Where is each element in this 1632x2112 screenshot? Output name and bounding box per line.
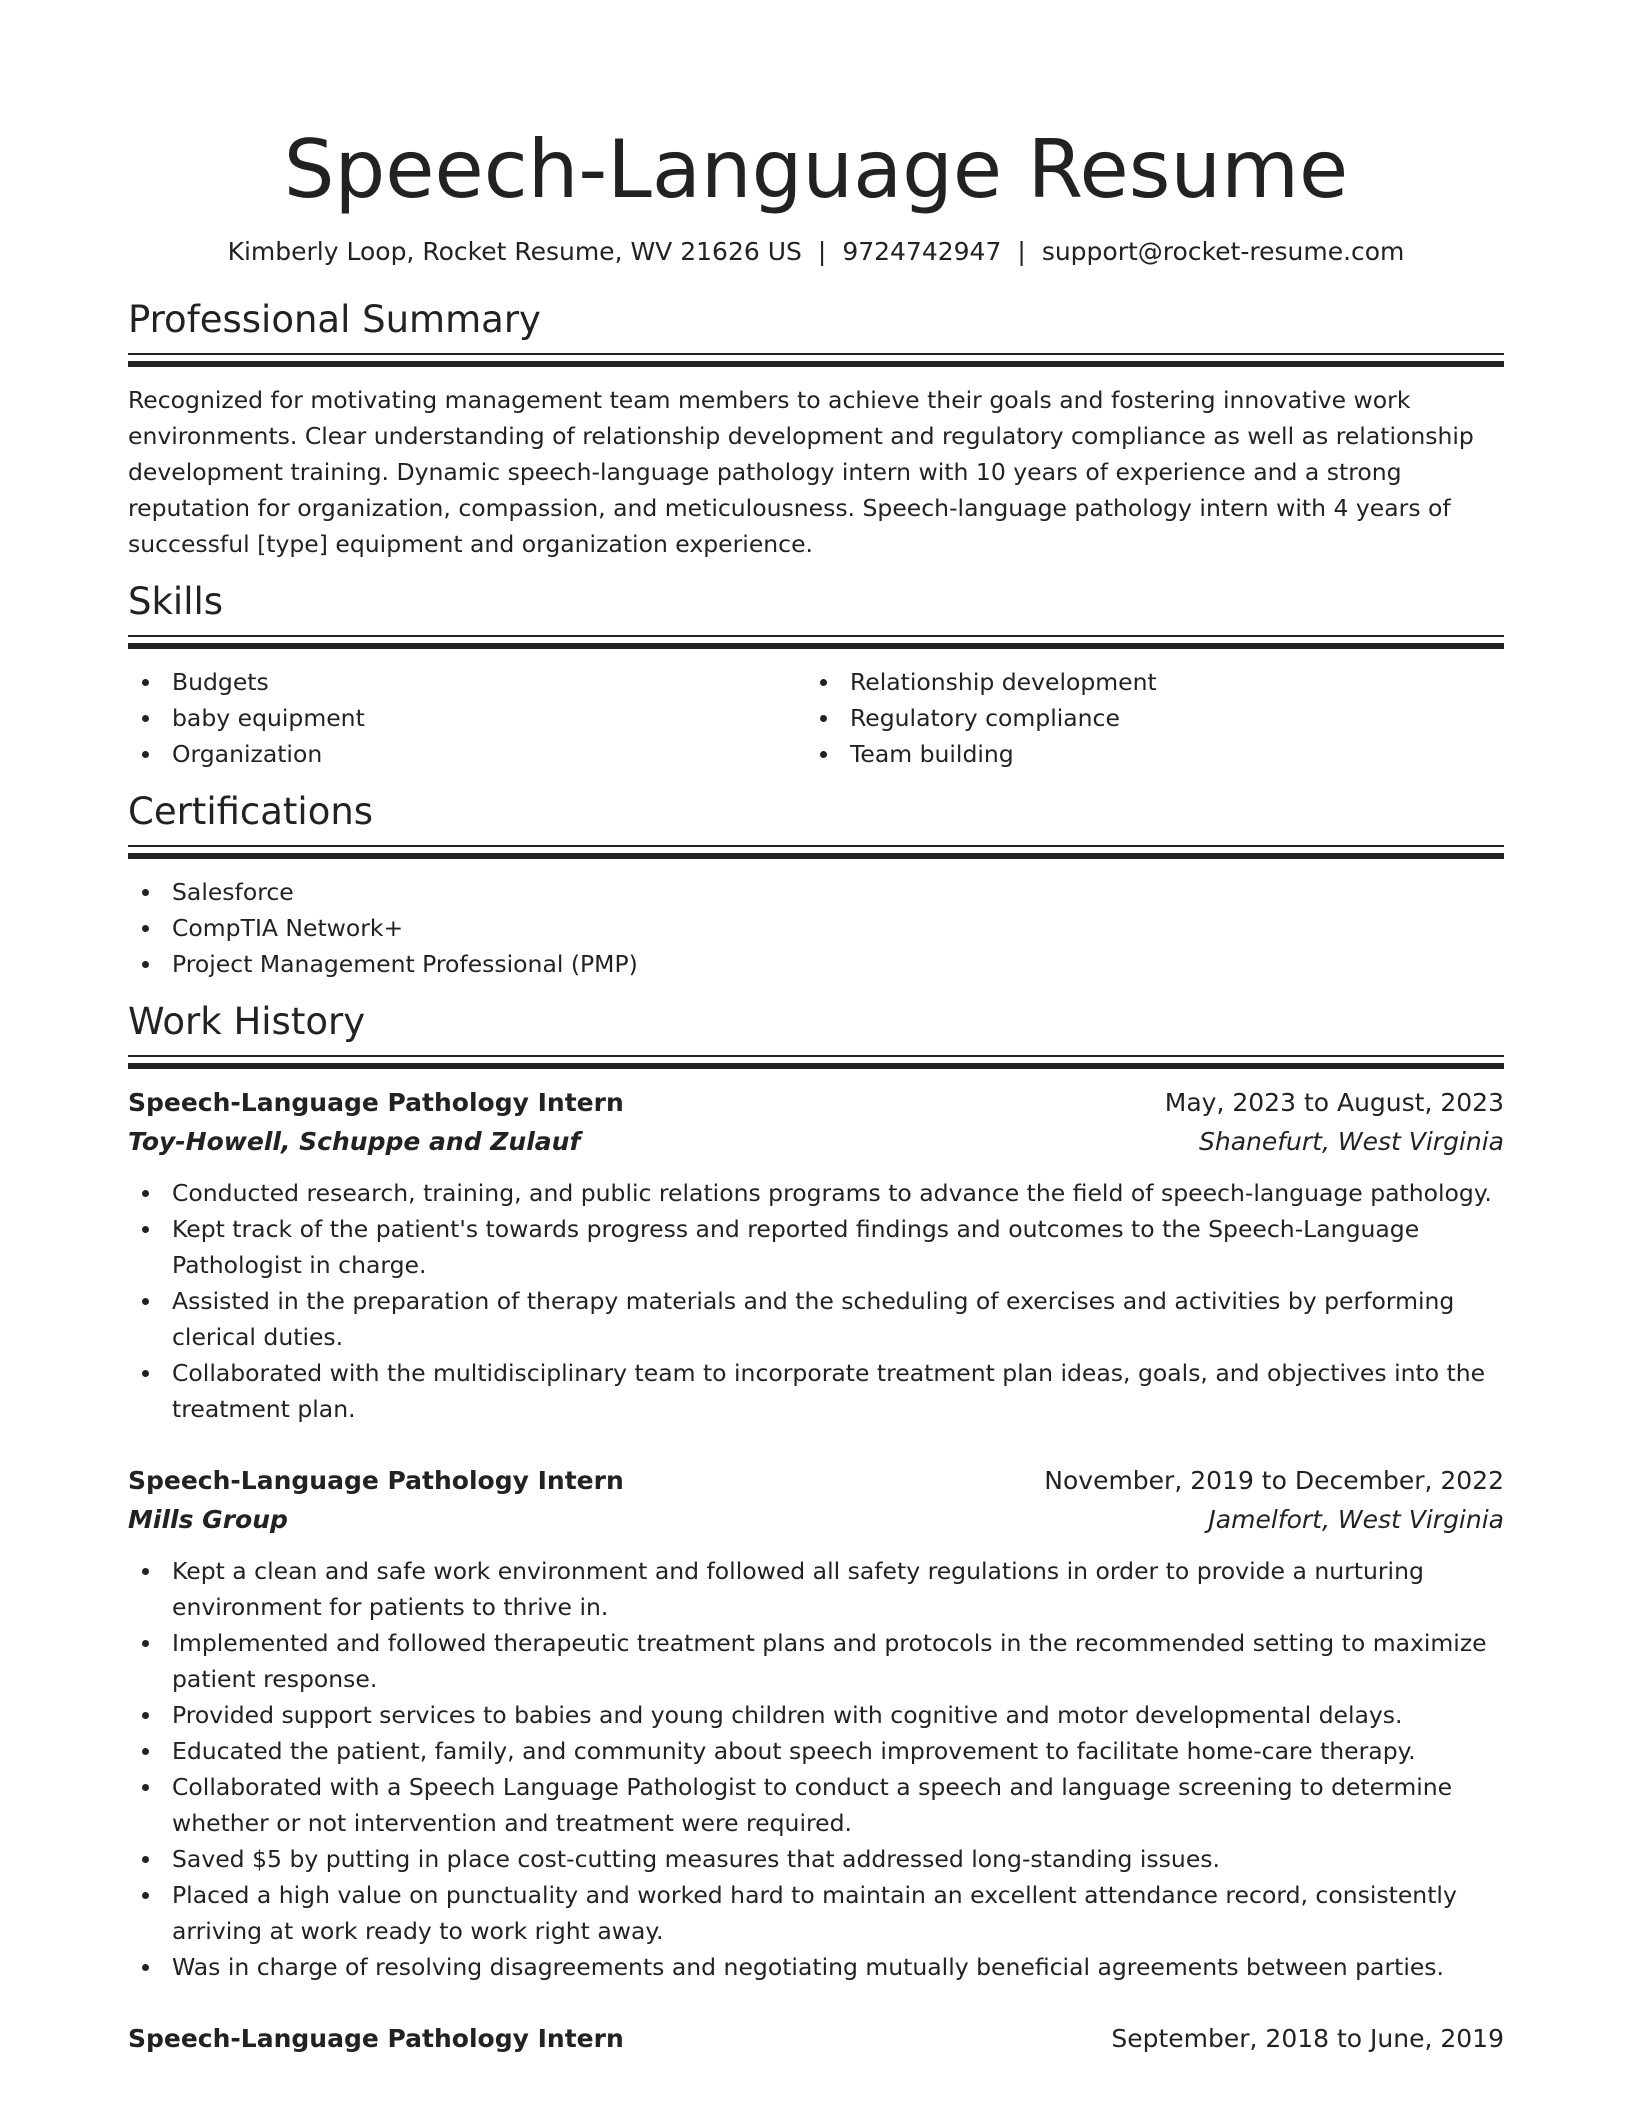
job-bullets [128, 1553, 1504, 1985]
skill-item: Regulatory compliance [806, 700, 1484, 736]
job-bullet: Kept a clean and safe work environment and followed all safety regulations in order to provide a nurturing environment for patients to thrive in. [128, 1553, 1504, 1625]
contact-address: Kimberly Loop, Rocket Resume, WV 21626 US [227, 237, 802, 266]
certification-item: CompTIA Network+ [128, 910, 1504, 946]
resume-content [128, 118, 1504, 2059]
certifications-list [128, 874, 1504, 982]
job-dates: September, 2018 to June, 2019 [1111, 2024, 1504, 2053]
job-subheader [128, 1123, 1504, 1161]
summary-text: Recognized for motivating management team members to achieve their goals and fostering innovative work environments. Clear understanding of relationship development and regulatory compliance as well as relationship development training. Dynamic speech-language pathology intern with 10 years of experience and a strong reputation for organization, compassion, and meticulousness. Speech-language pathology intern with 4 years of successful [type] equipment and organization experience. [128, 386, 1474, 558]
job-header [128, 1461, 1504, 1501]
skills-list-right [806, 664, 1484, 772]
skill-item: Organization [128, 736, 806, 772]
job-bullet: Provided support services to babies and young children with cognitive and motor developmental delays. [128, 1697, 1504, 1733]
contact-email: support@rocket-resume.com [1041, 237, 1405, 266]
certification-item: Project Management Professional (PMP) [128, 946, 1504, 982]
job-bullet: Collaborated with the multidisciplinary team to incorporate treatment plan ideas, goals, and objectives into the treatment plan. [128, 1355, 1504, 1427]
job-location: Shanefurt, West Virginia [1198, 1127, 1504, 1156]
skill-item: Budgets [128, 664, 806, 700]
job-bullet: Kept track of the patient's towards progress and reported findings and outcomes to the Speech-Language Pathologist in charge. [128, 1211, 1504, 1283]
job-dates: November, 2019 to December, 2022 [1044, 1466, 1504, 1495]
job-bullet: Collaborated with a Speech Language Pathologist to conduct a speech and language screening to determine whether or not intervention and treatment were required. [128, 1769, 1504, 1841]
job-entry [128, 1083, 1504, 1427]
job-entry [128, 1461, 1504, 1985]
skill-item: Relationship development [806, 664, 1484, 700]
section-title-certifications: Certifications [128, 790, 374, 833]
job-location: Jamelfort, West Virginia [1208, 1505, 1504, 1534]
job-bullet: Was in charge of resolving disagreements and negotiating mutually beneficial agreements between parties. [128, 1949, 1504, 1985]
job-subheader [128, 1501, 1504, 1539]
contact-phone: 9724742947 [842, 237, 1002, 266]
section-divider [128, 353, 1504, 367]
skills-section [128, 578, 1504, 772]
skill-item: baby equipment [128, 700, 806, 736]
job-header [128, 1083, 1504, 1123]
section-divider [128, 1055, 1504, 1069]
job-header [128, 2019, 1504, 2059]
contact-line [128, 234, 1504, 270]
job-company: Toy-Howell, Schuppe and Zulauf [128, 1127, 581, 1156]
job-bullet: Educated the patient, family, and community about speech improvement to facilitate home-care therapy. [128, 1733, 1504, 1769]
section-title-summary: Professional Summary [128, 298, 541, 341]
job-bullet: Assisted in the preparation of therapy materials and the scheduling of exercises and activities by performing clerical duties. [128, 1283, 1504, 1355]
job-dates: May, 2023 to August, 2023 [1164, 1088, 1504, 1117]
contact-separator: | [817, 237, 827, 266]
job-entry [128, 2019, 1504, 2059]
job-title: Speech-Language Pathology Intern [128, 1088, 624, 1117]
section-title-work-history: Work History [128, 1000, 366, 1043]
skills-list-left [128, 664, 806, 772]
job-bullet: Placed a high value on punctuality and worked hard to maintain an excellent attendance record, consistently arriving at work ready to work right away. [128, 1877, 1504, 1949]
work-history-section [128, 998, 1504, 2059]
section-divider [128, 845, 1504, 859]
skill-item: Team building [806, 736, 1484, 772]
job-bullets [128, 1175, 1504, 1427]
section-divider [128, 635, 1504, 649]
job-bullet: Conducted research, training, and public relations programs to advance the field of speech-language pathology. [128, 1175, 1504, 1211]
job-company: Mills Group [128, 1505, 288, 1534]
job-bullet: Implemented and followed therapeutic treatment plans and protocols in the recommended setting to maximize patient response. [128, 1625, 1504, 1697]
job-title: Speech-Language Pathology Intern [128, 1466, 624, 1495]
certifications-section [128, 788, 1504, 982]
certification-item: Salesforce [128, 874, 1504, 910]
contact-separator: | [1017, 237, 1026, 266]
resume-name: Speech-Language Resume [283, 123, 1349, 216]
skills-columns [128, 664, 1504, 772]
section-title-skills: Skills [128, 580, 224, 623]
job-bullet: Saved $5 by putting in place cost-cutting measures that addressed long-standing issues. [128, 1841, 1504, 1877]
summary-section [128, 296, 1504, 562]
job-title: Speech-Language Pathology Intern [128, 2024, 624, 2053]
